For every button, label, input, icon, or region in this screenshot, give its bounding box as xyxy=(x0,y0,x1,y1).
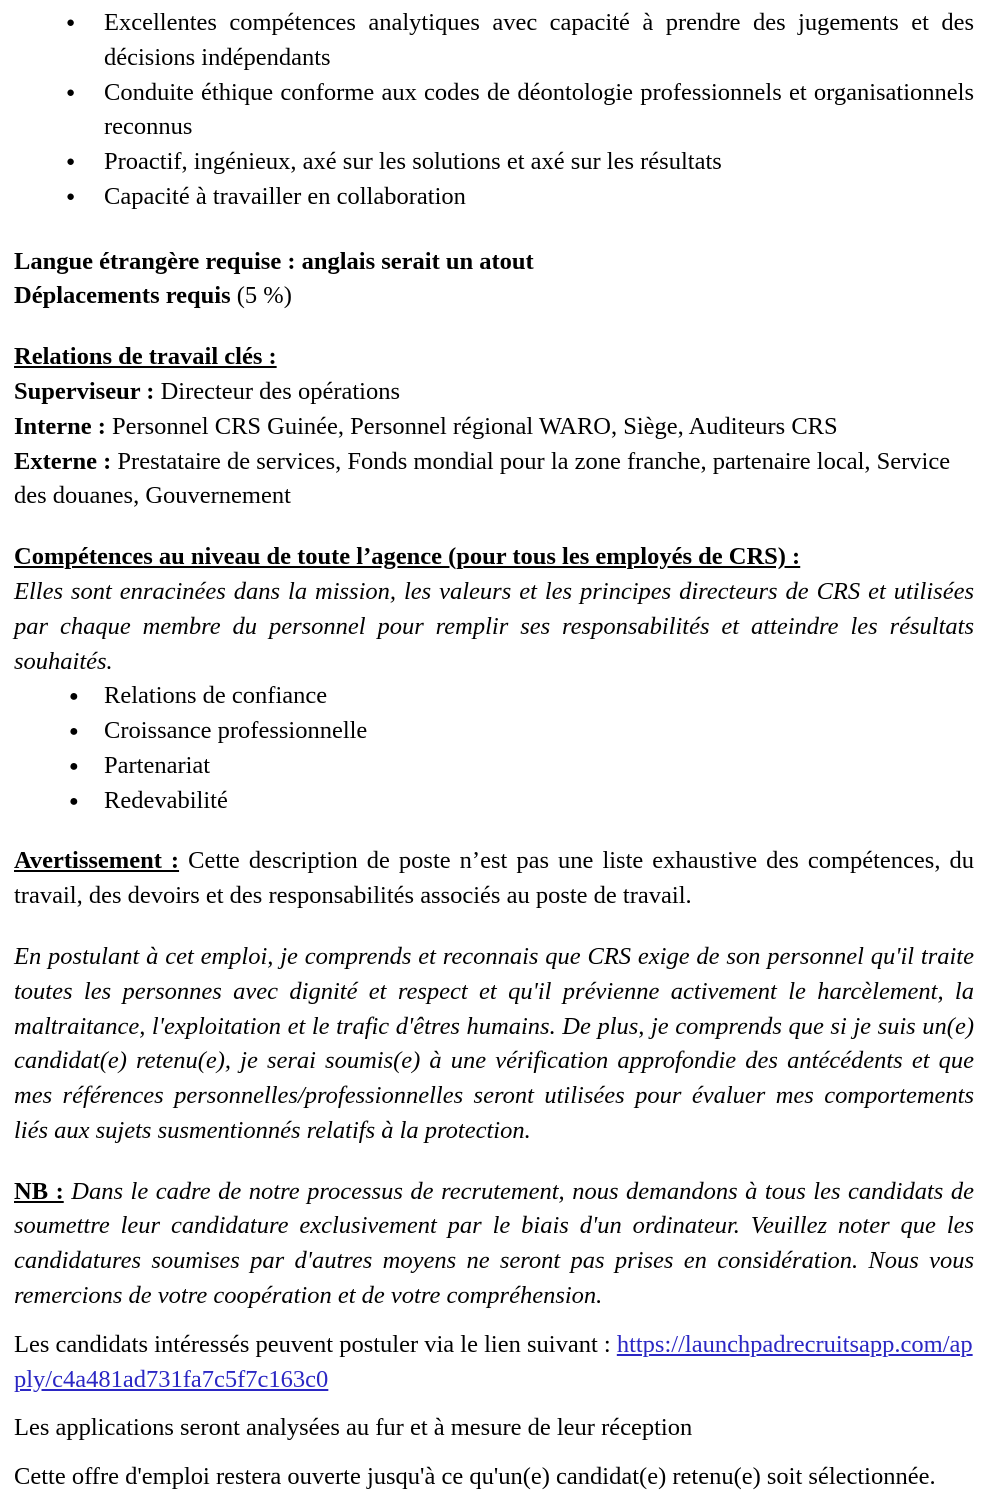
spacer xyxy=(14,215,974,245)
nota-bene-label: NB : xyxy=(14,1177,64,1205)
position-open-note: Cette offre d'emploi restera ouverte jusqu'à ce qu'un(e) candidat(e) retenu(e) soit sélectionnée. xyxy=(14,1463,936,1491)
qualifications-list xyxy=(14,6,974,215)
agency-competencies-heading-text: Compétences au niveau de toute l’agence (pour tous les employés de CRS) : xyxy=(14,543,801,571)
working-relations-internal xyxy=(14,410,974,445)
application-lead-text: Les candidats intéressés peuvent postuler via le lien suivant : xyxy=(14,1330,617,1358)
supervisor-label: Superviseur : xyxy=(14,378,155,406)
external-label: Externe : xyxy=(14,447,112,475)
agency-competencies-list xyxy=(14,679,974,818)
internal-label: Interne : xyxy=(14,412,106,440)
list-item-text: Redevabilité xyxy=(104,786,228,814)
spacer xyxy=(14,314,974,340)
spacer xyxy=(14,514,974,540)
list-item xyxy=(14,145,974,180)
disclaimer-label: Avertissement : xyxy=(14,847,180,875)
list-item xyxy=(14,784,974,819)
internal-value: Personnel CRS Guinée, Personnel régional WARO, Siège, Auditeurs CRS xyxy=(105,412,838,440)
nota-bene-text: Dans le cadre de notre processus de recrutement, nous demandons à tous les candidats de soumettre leur candidature exclusivement par le biais d'un ordinateur. Veuillez noter que les candidatures soumises par d'autres moyens ne seront pas prises en considération. Nous vous remercions de votre coopération et de votre compréhension. xyxy=(14,1177,974,1309)
agency-competencies-heading xyxy=(14,540,974,575)
list-item-text: Proactif, ingénieux, axé sur les solutions et axé sur les résultats xyxy=(104,148,722,176)
supervisor-value: Directeur des opérations xyxy=(154,378,401,406)
application-link-paragraph xyxy=(14,1328,974,1398)
spacer xyxy=(14,914,974,940)
list-item xyxy=(14,679,974,714)
agency-competencies-intro: Elles sont enracinées dans la mission, les valeurs et les principes directeurs de CRS et utilisées par chaque membre du personnel pour remplir ses responsabilités et atteindre les résultats souhaités. xyxy=(14,577,974,675)
spacer xyxy=(14,1397,974,1411)
language-requirement-line xyxy=(14,245,974,280)
list-item xyxy=(14,6,974,76)
disclaimer-text: Cette description de poste n’est pas une liste exhaustive des compétences, du travail, des devoirs et des responsabilités associés au poste de travail. xyxy=(14,847,975,910)
travel-requirement-label: Déplacements requis xyxy=(14,282,231,310)
nota-bene-paragraph xyxy=(14,1175,974,1314)
external-value: Prestataire de services, Fonds mondial pour la zone franche, partenaire local, Service des douanes, Gouvernement xyxy=(14,447,951,510)
list-item-text: Partenariat xyxy=(104,751,211,779)
application-link[interactable]: https://launchpadrecruitsapp.com/apply/c4a481ad731fa7c5f7c163c0 xyxy=(14,1330,973,1393)
spacer xyxy=(14,818,974,844)
list-item-text: Excellentes compétences analytiques avec capacité à prendre des jugements et des décisions indépendants xyxy=(104,9,974,71)
spacer xyxy=(14,1149,974,1175)
list-item xyxy=(14,714,974,749)
list-item xyxy=(14,180,974,215)
travel-requirement-value: (5 %) xyxy=(230,282,292,310)
travel-requirement-line xyxy=(14,279,974,314)
spacer xyxy=(14,1314,974,1328)
list-item xyxy=(14,749,974,784)
acknowledgement-paragraph: En postulant à cet emploi, je comprends et reconnais que CRS exige de son personnel qu'il traite toutes les personnes avec dignité et respect et qu'il prévienne activement le harcèlement, la maltraitance, l'exploitation et le trafic d'êtres humains. De plus, je comprends que si je suis un(e) candidat(e) retenu(e), je serai soumis(e) à une vérification approfondie des antécédents et que mes références personnelles/professionnelles seront utilisées pour évaluer mes comportements liés aux sujets susmentionnés relatifs à la protection. xyxy=(14,942,974,1144)
language-requirement-text: Langue étrangère requise : anglais serait un atout xyxy=(14,247,534,275)
working-relations-supervisor xyxy=(14,375,974,410)
working-relations-heading-text: Relations de travail clés : xyxy=(14,343,277,371)
list-item-text: Capacité à travailler en collaboration xyxy=(104,182,466,210)
list-item-text: Conduite éthique conforme aux codes de déontologie professionnels et organisationnels reconnus xyxy=(104,78,974,141)
list-item-text: Relations de confiance xyxy=(104,682,328,710)
rolling-review-note: Les applications seront analysées au fur et à mesure de leur réception xyxy=(14,1414,693,1442)
working-relations-heading xyxy=(14,340,974,375)
spacer xyxy=(14,1446,974,1460)
list-item xyxy=(14,76,974,146)
working-relations-external xyxy=(14,445,974,515)
disclaimer-paragraph xyxy=(14,844,974,914)
list-item-text: Croissance professionnelle xyxy=(104,717,368,745)
